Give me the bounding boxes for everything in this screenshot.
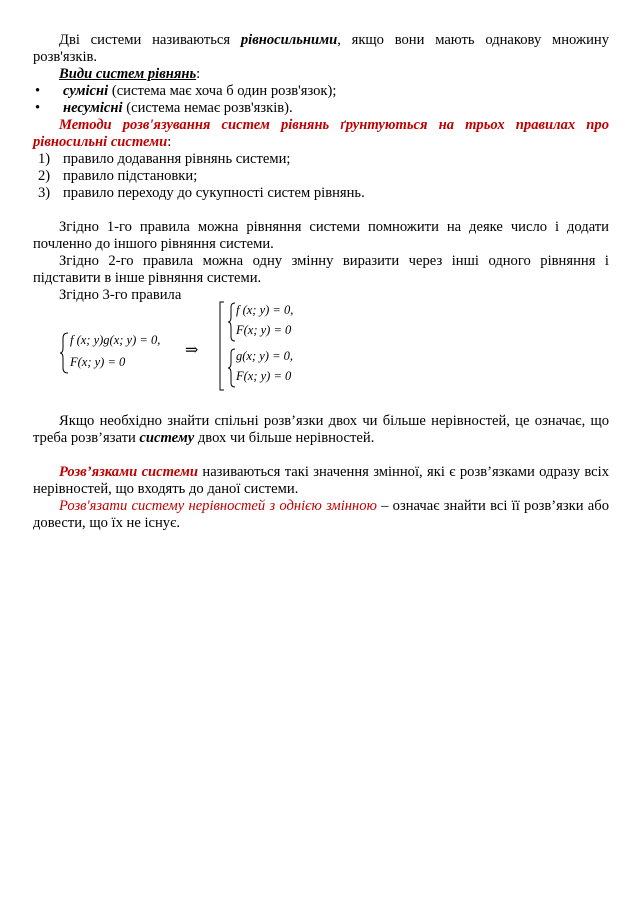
formula-block: [33, 304, 609, 396]
definition-paragraph: Дві системи називаються рівносильними, якщо вони мають однакову множину розв'язків.: [33, 32, 609, 65]
formula-right-eq2: F(x; y) = 0: [236, 323, 292, 337]
bullet-icon: •: [35, 83, 41, 99]
solve-paragraph: Розв'язати систему нерівностей з однією змінною – означає знайти всі її розв’язки або довести, що їх не існує.: [33, 498, 609, 531]
methods-list: [33, 151, 609, 202]
implies-arrow-icon: ⇒: [185, 342, 199, 359]
formula-right-eq4: F(x; y) = 0: [236, 369, 292, 383]
term-equivalent: рівносильними: [240, 32, 338, 48]
formula-left-eq2: F(x; y) = 0: [70, 355, 126, 369]
rule3-paragraph: Згідно 3-го правила: [59, 287, 182, 303]
term-system: систему: [139, 430, 195, 446]
document-body: [33, 32, 609, 532]
bullet-icon: •: [35, 100, 41, 116]
list-item: 2) правило підстановки;: [38, 168, 198, 184]
list-item: • несумісні (система немає розв'язків).: [35, 100, 293, 116]
list-item: 3) правило переходу до сукупності систем рівнянь.: [38, 185, 365, 201]
types-heading: Види систем рівнянь:: [59, 66, 201, 82]
formula-left-eq1: f (x; y)g(x; y) = 0,: [70, 333, 161, 347]
formula-right-eq1: f (x; y) = 0,: [236, 303, 294, 317]
left-bracket-icon: [219, 301, 225, 391]
list-item: 1) правило додавання рівнянь системи;: [38, 151, 291, 167]
list-item: • сумісні (система має хоча б один розв'язок);: [35, 83, 337, 99]
types-list: [33, 83, 609, 117]
left-brace-icon: [227, 348, 236, 388]
methods-heading: Методи розв'язування систем рівнянь ґрунтуються на трьох правилах про рівносильні системи:: [33, 117, 609, 150]
rule2-paragraph: Згідно 2-го правила можна одну змінну виразити через інші одного рівняння і підставити в інше рівняння системи.: [33, 253, 609, 286]
rule1-paragraph: Згідно 1-го правила можна рівняння системи помножити на деяке число і додати почленно до іншого рівняння системи.: [33, 219, 609, 252]
inequalities-paragraph: Якщо необхідно знайти спільні розв’язки двох чи більше нерівностей, це означає, що треба розв’язати систему двох чи більше нерівностей.: [33, 413, 609, 446]
left-brace-icon: [59, 332, 69, 374]
formula-right-eq3: g(x; y) = 0,: [236, 349, 294, 363]
solutions-paragraph: Розв’язками системи називаються такі значення змінної, які є розв’язками одразу всіх нерівностей, що входять до даної системи.: [33, 464, 609, 497]
left-brace-icon: [227, 302, 236, 342]
